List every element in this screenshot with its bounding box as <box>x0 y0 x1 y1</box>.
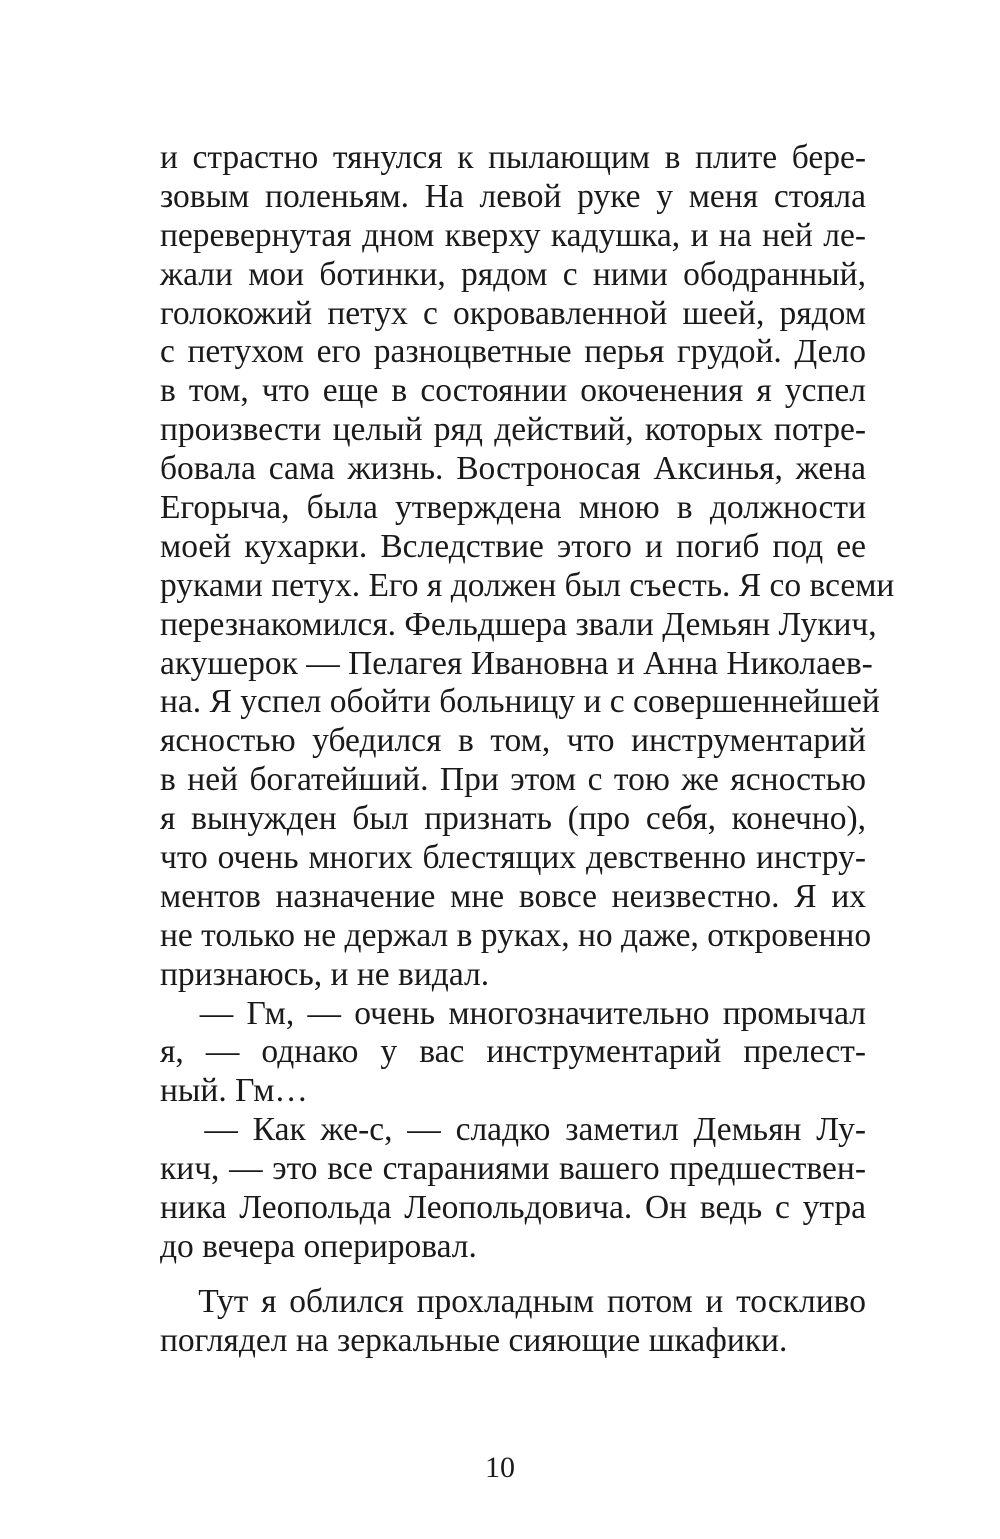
text-line: ный. Гм… <box>160 1072 308 1110</box>
paragraph-gap <box>160 1267 866 1283</box>
text-line: кич, — это все стараниями вашего предшествен- <box>160 1150 866 1188</box>
text-line: моей кухарки. Вследствие этого и погиб под ее <box>160 527 866 565</box>
text-line: поглядел на зеркальные сияющие шкафики. <box>160 1321 788 1359</box>
text-line: — Гм, — очень многозначительно промычал <box>160 994 866 1032</box>
text-line: признаюсь, и не видал. <box>160 955 490 993</box>
text-line: в том, что еще в состоянии окоченения я успел <box>160 372 866 410</box>
text-line: — Как же-с, — сладко заметил Демьян Лу- <box>160 1111 866 1149</box>
text-line: и страстно тянулся к пылающим в плите бере- <box>160 139 866 176</box>
text-line: зовым поленьям. На левой руке у меня стояла <box>160 177 866 215</box>
text-line: ясностью убедился в том, что инструментарий <box>160 722 866 760</box>
text-line: Егорыча, была утверждена мною в должности <box>160 489 866 527</box>
text-line: ментов назначение мне вовсе неизвестно. Я их <box>160 877 866 915</box>
text-line: ника Леопольда Леопольдовича. Он ведь с утра <box>160 1189 866 1227</box>
body-text <box>160 139 895 1361</box>
text-line: я вынужден был признать (про себя, конечно), <box>160 800 866 838</box>
text-line: голокожий петух с окровавленной шеей, рядом <box>160 294 866 332</box>
page-number: 10 <box>485 1451 515 1484</box>
text-line: что очень многих блестящих девственно инстру- <box>160 839 866 877</box>
text-line: руками петух. Его я должен был съесть. Я со всеми <box>160 566 895 604</box>
text-line: жали мои ботинки, рядом с ними ободранный, <box>160 255 866 293</box>
text-line: Тут я облился прохладным потом и тоскливо <box>160 1282 866 1320</box>
text-line: перевернутая дном кверху кадушка, и на ней ле- <box>160 216 866 254</box>
text-line: акушерок — Пелагея Ивановна и Анна Николаев- <box>160 644 873 682</box>
text-line: с петухом его разноцветные перья грудой. Дело <box>160 333 866 371</box>
text-line: в ней богатейший. При этом с тою же ясностью <box>160 761 866 799</box>
text-line: бовала сама жизнь. Востроносая Аксинья, жена <box>160 450 866 488</box>
text-line: на. Я успел обойти больницу и с совершеннейшей <box>160 683 880 721</box>
text-line: произвести целый ряд действий, которых потре- <box>160 411 866 449</box>
text-line: до вечера оперировал. <box>160 1227 477 1265</box>
text-line: не только не держал в руках, но даже, откровенно <box>160 916 872 954</box>
text-line: я, — однако у вас инструментарий прелест- <box>160 1033 866 1071</box>
text-line: перезнакомился. Фельдшера звали Демьян Лукич, <box>160 605 877 643</box>
